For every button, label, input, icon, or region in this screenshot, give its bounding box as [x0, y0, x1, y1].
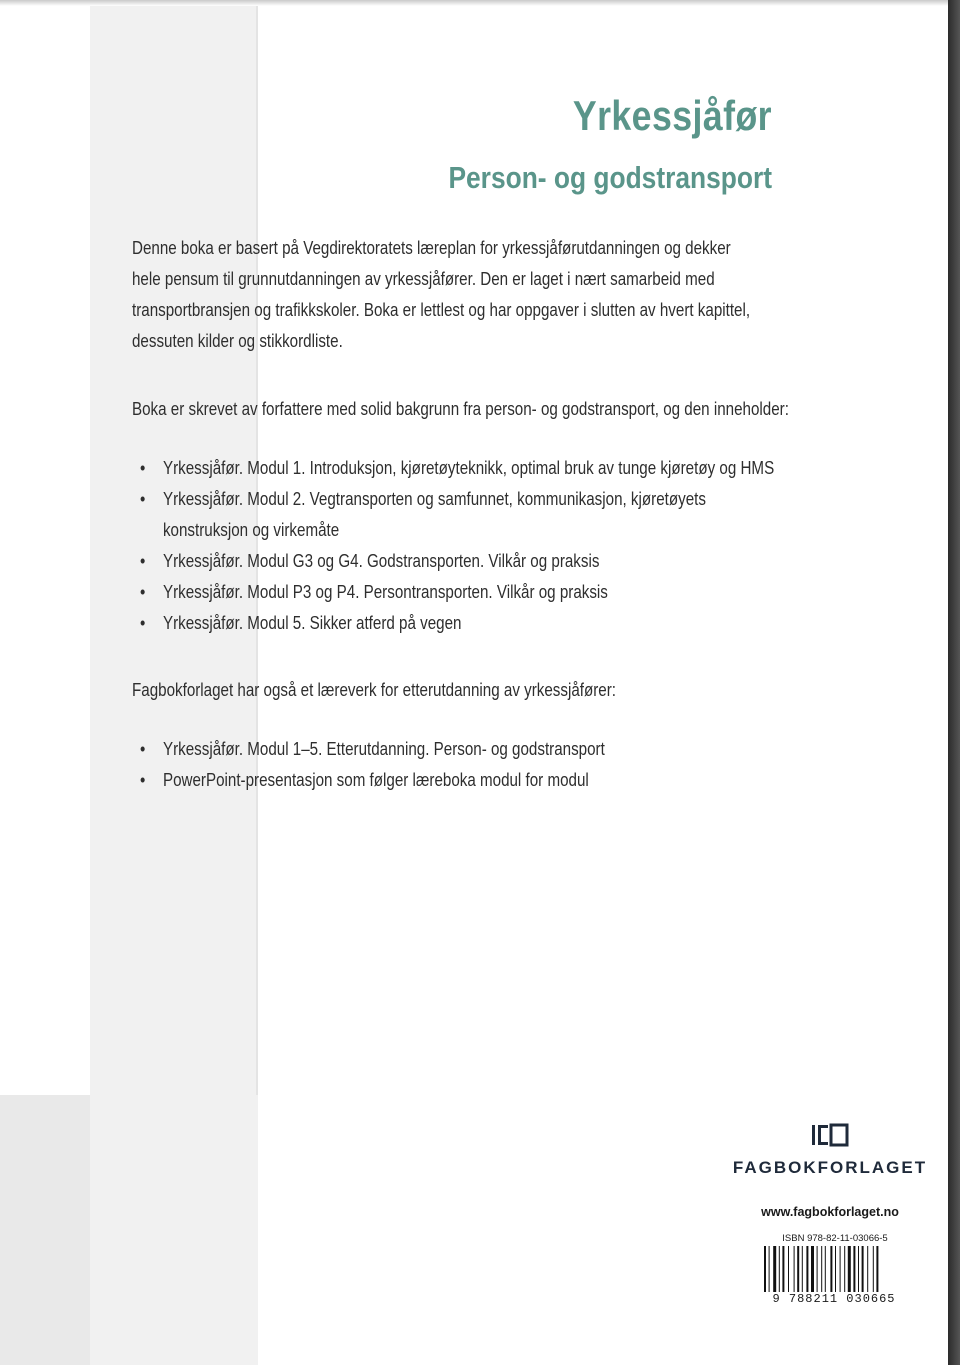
bullet-icon: • — [140, 612, 146, 633]
bullet-icon: • — [140, 769, 146, 790]
bullet-icon: • — [140, 488, 146, 509]
further-paragraph: Fagbokforlaget har også et læreverk for etterutdanning av yrkessjåfører: — [132, 679, 616, 700]
publisher-logo-icon — [810, 1122, 850, 1148]
module-list-item: • Yrkessjåfør. Modul 5. Sikker atferd på vegen — [140, 607, 774, 638]
book-subtitle: Person- og godstransport — [448, 160, 772, 195]
barcode-icon — [762, 1246, 908, 1296]
module-list-item: • Yrkessjåfør. Modul G3 og G4. Godstransporten. Vilkår og praksis — [140, 545, 774, 576]
further-list-item: • PowerPoint-presentasjon som følger læreboka modul for modul — [140, 764, 605, 795]
bullet-icon: • — [140, 581, 146, 602]
module-list-item: • Yrkessjåfør. Modul 2. Vegtransporten og samfunnet, kommunikasjon, kjøretøyets — [140, 483, 774, 514]
module-list-item: • Yrkessjåfør. Modul 1. Introduksjon, kjøretøyteknikk, optimal bruk av tunge kjøretøy og HMS — [140, 452, 774, 483]
publisher-name: FAGBOKFORLAGET — [732, 1158, 928, 1177]
isbn-label: ISBN 978-82-11-03066-5 — [782, 1233, 888, 1244]
further-list — [140, 733, 605, 795]
module-list-item-continuation: konstruksjon og virkemåte — [162, 519, 340, 540]
intro-line: hele pensum til grunnutdanningen av yrkessjåfører. Den er laget i nært samarbeid med — [132, 268, 715, 289]
further-list-item: • Yrkessjåfør. Modul 1–5. Etterutdanning. Person- og godstransport — [140, 733, 605, 764]
intro-paragraph — [132, 232, 750, 356]
module-list — [140, 452, 774, 638]
publisher-website: www.fagbokforlaget.no — [761, 1205, 899, 1219]
cover-flap-edge — [0, 0, 90, 1095]
cover-flap-bottom-edge — [0, 1095, 90, 1365]
authors-paragraph: Boka er skrevet av forfattere med solid bakgrunn fra person- og godstransport, og den inneholder: — [132, 398, 789, 419]
barcode-digits: 9 788211 030665 — [772, 1292, 896, 1306]
bullet-icon: • — [140, 550, 146, 571]
top-shadow — [0, 0, 948, 6]
bullet-icon: • — [140, 457, 146, 478]
module-list-item: • Yrkessjåfør. Modul P3 og P4. Persontransporten. Vilkår og praksis — [140, 576, 774, 607]
book-spine-edge — [948, 0, 960, 1365]
intro-line: Denne boka er basert på Vegdirektoratets læreplan for yrkessjåførutdanningen og dekker — [132, 237, 731, 258]
bullet-icon: • — [140, 738, 146, 759]
book-title: Yrkessjåfør — [572, 92, 772, 139]
intro-line: transportbransjen og trafikkskoler. Boka er lettlest og har oppgaver i slutten av hvert kapittel, — [132, 299, 751, 320]
intro-line: dessuten kilder og stikkordliste. — [132, 330, 343, 351]
